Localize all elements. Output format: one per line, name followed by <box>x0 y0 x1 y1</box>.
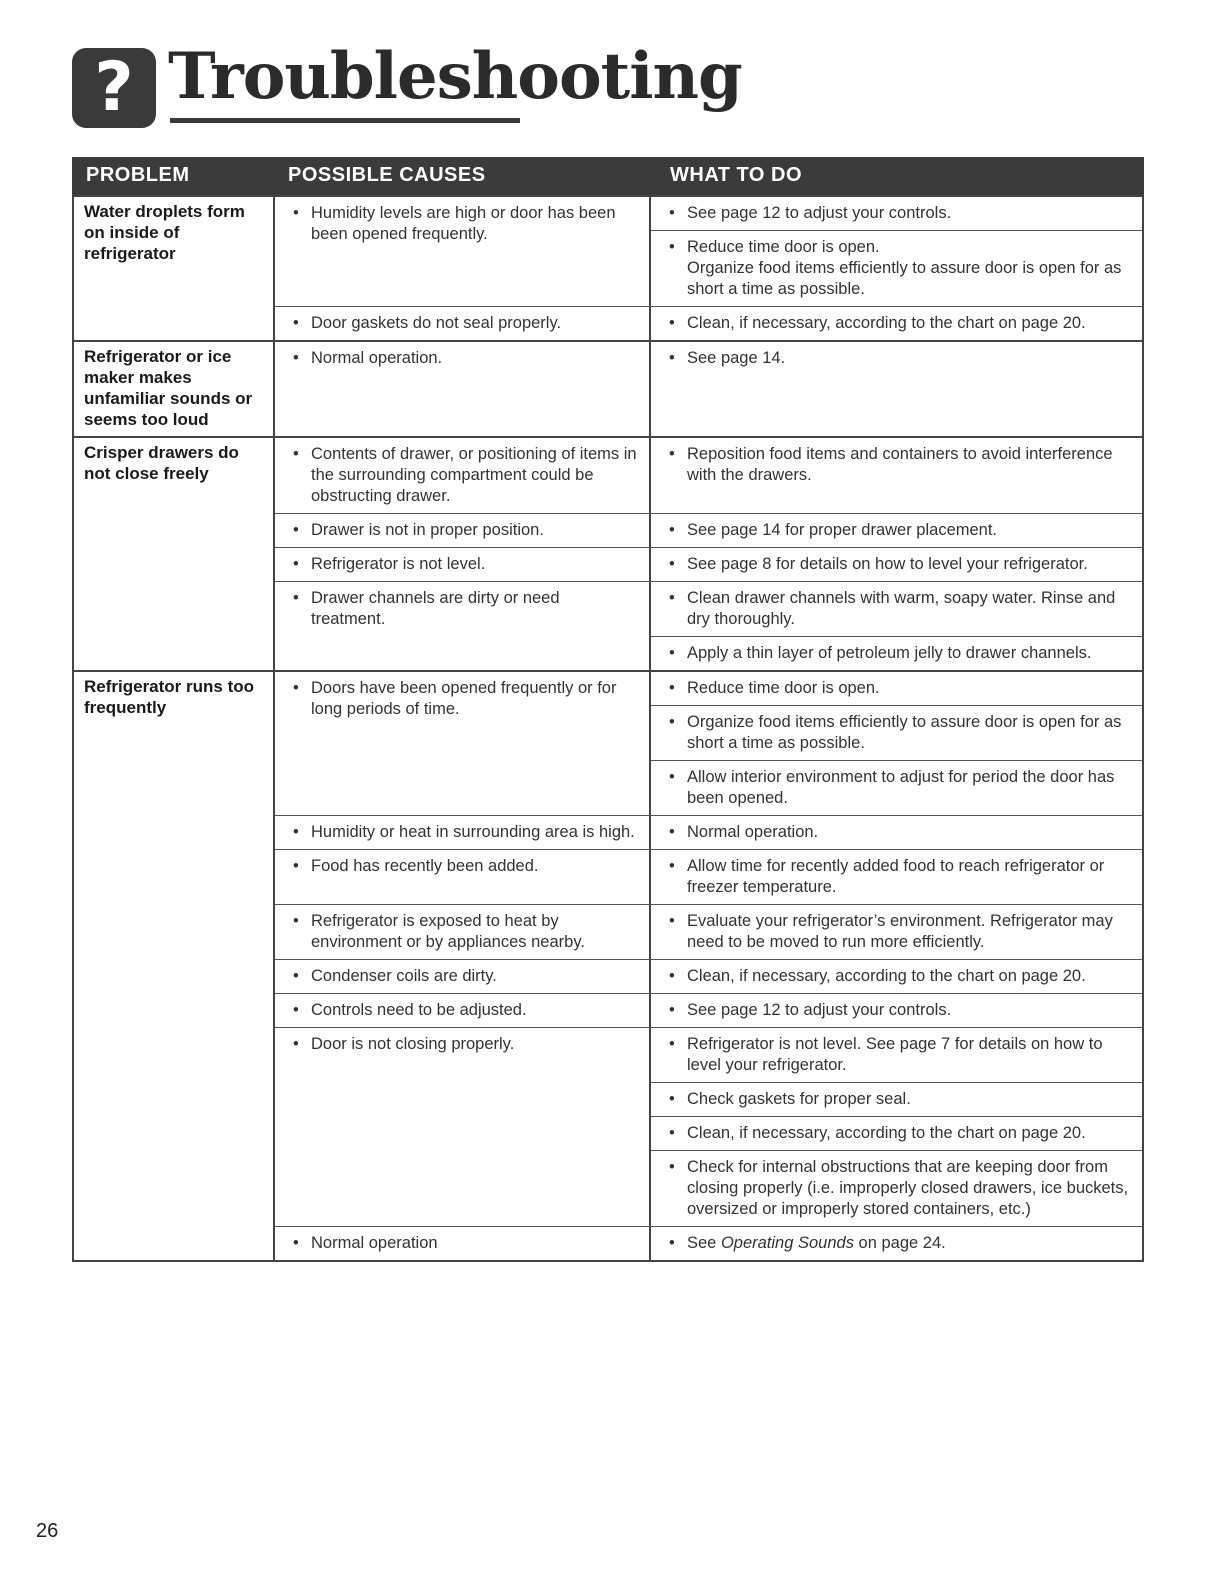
todo-cell <box>651 1082 1144 1116</box>
todo-item <box>669 643 1130 664</box>
todo-item <box>669 554 1130 575</box>
todo-text: • Evaluate your refrigerator’s environment. Refrigerator may need to be moved to run more efficiently. <box>687 912 1113 951</box>
todo-item <box>669 1123 1130 1144</box>
todo-text: • See page 14. <box>687 349 786 367</box>
column-header-problem: PROBLEM <box>86 164 190 186</box>
problem-cell: Refrigerator runs too frequently <box>72 670 275 1260</box>
todo-text: • Clean, if necessary, according to the chart on page 20. <box>687 314 1086 332</box>
todo-cell <box>651 1226 1144 1260</box>
todo-item <box>669 712 1130 754</box>
cause-cell <box>275 1027 651 1226</box>
cause-cell <box>275 581 651 670</box>
problem-cell: Water droplets form on inside of refrigerator <box>72 195 275 340</box>
cause-text: • Humidity levels are high or door has been been opened frequently. <box>293 203 637 245</box>
todo-cell <box>651 670 1144 705</box>
todo-cell <box>651 849 1144 904</box>
todo-cell <box>651 436 1144 513</box>
column-header-possible-causes: POSSIBLE CAUSES <box>288 164 486 186</box>
todo-text: • Check for internal obstructions that are keeping door from closing properly (i.e. improperly closed drawers, ice buckets, oversized or improperly stored containers, etc.) <box>687 1158 1129 1218</box>
todo-cell <box>651 340 1144 436</box>
todo-item <box>669 1157 1130 1220</box>
todo-text: • See page 14 for proper drawer placement. <box>687 521 998 539</box>
cause-text: • Doors have been opened frequently or for long periods of time. <box>293 678 637 720</box>
todo-text: Organize food items efficiently to assure door is open for as short a time as possible. <box>687 259 1122 298</box>
todo-text: • Allow time for recently added food to reach refrigerator or freezer temperature. <box>687 857 1105 896</box>
cause-text: • Door gaskets do not seal properly. <box>293 313 637 334</box>
cause-text: • Normal operation. <box>293 348 637 369</box>
cause-text: • Normal operation <box>293 1233 637 1254</box>
todo-cell <box>651 306 1144 340</box>
cause-text: • Drawer is not in proper position. <box>293 520 637 541</box>
todo-text: • Allow interior environment to adjust for period the door has been opened. <box>687 768 1115 807</box>
table-header <box>72 157 1144 195</box>
todo-item <box>669 1000 1130 1021</box>
todo-text: • Reduce time door is open. <box>687 679 880 697</box>
todo-item <box>669 1034 1130 1076</box>
todo-text-pre: See <box>687 1234 721 1252</box>
todo-text: • Organize food items efficiently to assure door is open for as short a time as possible. <box>687 713 1122 752</box>
todo-item <box>669 348 1130 369</box>
cause-text: • Condenser coils are dirty. <box>293 966 637 987</box>
todo-item <box>669 767 1130 809</box>
cause-cell <box>275 1226 651 1260</box>
todo-text: • See page 12 to adjust your controls. <box>687 204 952 222</box>
todo-cell <box>651 993 1144 1027</box>
cause-cell <box>275 670 651 815</box>
cause-cell <box>275 959 651 993</box>
cause-cell <box>275 815 651 849</box>
todo-item <box>669 856 1130 898</box>
todo-text: • Normal operation. <box>687 823 819 841</box>
todo-cell <box>651 230 1144 306</box>
cause-cell <box>275 904 651 959</box>
todo-text: • See page 12 to adjust your controls. <box>687 1001 952 1019</box>
cause-text: • Humidity or heat in surrounding area is high. <box>293 822 637 843</box>
todo-text: • See page 8 for details on how to level your refrigerator. <box>687 555 1088 573</box>
cause-cell <box>275 436 651 513</box>
todo-cell <box>651 547 1144 581</box>
todo-item <box>669 822 1130 843</box>
todo-text: • Clean, if necessary, according to the chart on page 20. <box>687 967 1086 985</box>
todo-item <box>669 966 1130 987</box>
todo-item <box>669 313 1130 334</box>
todo-text: • Reposition food items and containers to avoid interference with the drawers. <box>687 445 1113 484</box>
cause-text: • Refrigerator is not level. <box>293 554 637 575</box>
cause-text: • Contents of drawer, or positioning of items in the surrounding compartment could be obstructing drawer. <box>293 444 637 507</box>
todo-cell <box>651 581 1144 636</box>
cause-cell <box>275 849 651 904</box>
cause-cell <box>275 195 651 306</box>
page-header <box>72 39 742 130</box>
cause-text: • Food has recently been added. <box>293 856 637 877</box>
cause-text: • Controls need to be adjusted. <box>293 1000 637 1021</box>
troubleshooting-table <box>72 157 1144 1262</box>
todo-cell <box>651 1150 1144 1226</box>
cause-cell <box>275 513 651 547</box>
question-mark-icon: ? <box>72 48 156 128</box>
cause-cell <box>275 306 651 340</box>
todo-cell <box>651 760 1144 815</box>
title-underline <box>170 118 520 123</box>
todo-cell <box>651 705 1144 760</box>
cause-cell <box>275 547 651 581</box>
todo-item <box>669 520 1130 541</box>
todo-cell <box>651 959 1144 993</box>
cause-cell <box>275 993 651 1027</box>
problem-cell: Refrigerator or ice maker makes unfamiliar sounds or seems too loud <box>72 340 275 436</box>
page-title: Troubleshooting <box>168 39 742 114</box>
todo-text: • Clean, if necessary, according to the chart on page 20. <box>687 1124 1086 1142</box>
todo-text: • Clean drawer channels with warm, soapy water. Rinse and dry thoroughly. <box>687 589 1116 628</box>
cause-text: • Refrigerator is exposed to heat by environment or by appliances nearby. <box>293 911 637 953</box>
cause-cell <box>275 340 651 436</box>
todo-text <box>687 1233 1130 1254</box>
todo-text-post: on page 24. <box>853 1234 946 1252</box>
problem-cell: Crisper drawers do not close freely <box>72 436 275 670</box>
todo-text: • Refrigerator is not level. See page 7 for details on how to level your refrigerator. <box>687 1035 1103 1074</box>
todo-item <box>669 911 1130 953</box>
column-header-what-to-do: WHAT TO DO <box>670 164 803 186</box>
todo-cell <box>651 815 1144 849</box>
todo-cell <box>651 195 1144 230</box>
todo-item <box>669 237 1130 300</box>
todo-cell <box>651 904 1144 959</box>
todo-item <box>669 1089 1130 1110</box>
todo-item <box>669 678 1130 699</box>
page-number: 26 <box>36 1520 59 1542</box>
todo-cell <box>651 1027 1144 1082</box>
cause-text: • Drawer channels are dirty or need treatment. <box>293 588 637 630</box>
todo-item <box>669 203 1130 224</box>
todo-cell <box>651 1116 1144 1150</box>
table-body <box>72 195 1144 1262</box>
todo-item <box>669 444 1130 486</box>
todo-cell <box>651 636 1144 670</box>
todo-item <box>669 1233 1130 1254</box>
todo-item <box>669 588 1130 630</box>
todo-text-italic: Operating Sounds <box>720 1234 854 1252</box>
todo-text: • Apply a thin layer of petroleum jelly to drawer channels. <box>687 644 1092 662</box>
todo-cell <box>651 513 1144 547</box>
cause-text: • Door is not closing properly. <box>293 1034 637 1055</box>
todo-text: • Check gaskets for proper seal. <box>687 1090 911 1108</box>
todo-text: • Reduce time door is open. <box>687 238 880 256</box>
